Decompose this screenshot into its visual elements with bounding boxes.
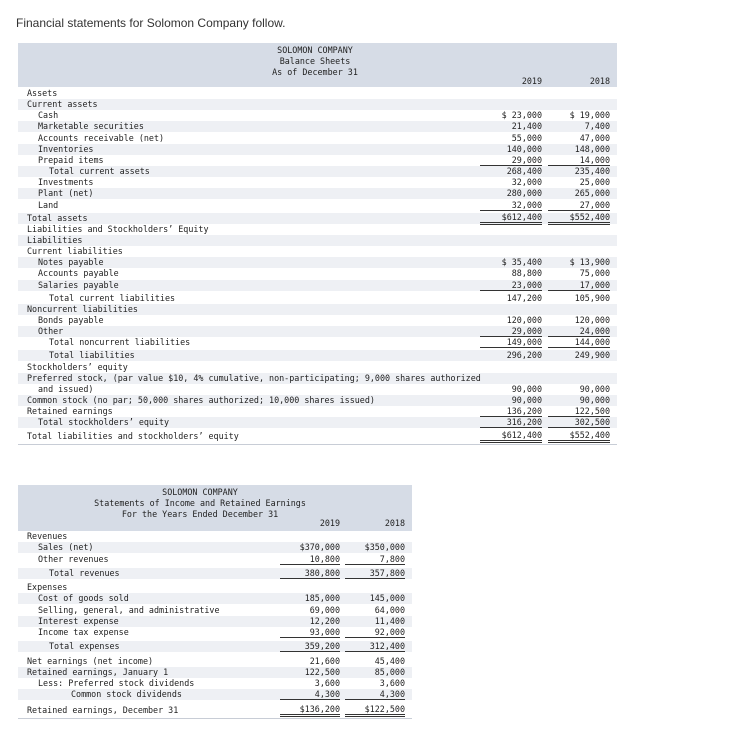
- income_statement-row: [18, 705, 412, 716]
- balance_sheet-row: [18, 88, 617, 99]
- balance_sheet-row-label: Other: [38, 326, 64, 337]
- balance_sheet-row-value-2018: 24,000: [548, 326, 610, 337]
- balance_sheet-title-line: Balance Sheets: [279, 56, 351, 66]
- income_statement-row-value-2019: 69,000: [309, 604, 340, 615]
- balance_sheet-row: [18, 246, 617, 257]
- balance_sheet-row-value-2019: 90,000: [511, 395, 542, 406]
- income_statement-row-label: Income tax expense: [38, 627, 129, 637]
- balance_sheet-row-value-2019: 23,000: [480, 280, 542, 291]
- income_statement-row: [18, 605, 412, 616]
- balance_sheet-row: [18, 417, 617, 428]
- balance_sheet-row-label: Cash: [38, 110, 59, 121]
- income_statement-row: [18, 542, 412, 553]
- balance_sheet-row-label: Total assets: [27, 212, 88, 223]
- balance_sheet-row: [18, 224, 617, 235]
- income_statement-row-label: Other revenues: [38, 553, 109, 564]
- income_statement-row: [18, 656, 412, 667]
- income_statement-title-line: Statements of Income and Retained Earnings: [94, 498, 306, 508]
- balance_sheet-row-label: Total liabilities and stockholders’ equity: [27, 430, 239, 441]
- income_statement-row-label: Interest expense: [38, 615, 119, 626]
- income_statement-row: [18, 689, 412, 700]
- balance_sheet-row-label: Total current liabilities: [49, 292, 176, 303]
- income_statement-row-value-2019: 359,200: [280, 641, 340, 652]
- balance_sheet-row-label: and issued): [38, 383, 94, 394]
- balance_sheet-row-value-2018: 47,000: [579, 132, 610, 143]
- income_statement-row-value-2019: 185,000: [304, 593, 340, 604]
- balance_sheet-row-value-2019: 268,400: [506, 166, 542, 177]
- income_statement-row-value-2018: 4,300: [345, 689, 405, 700]
- balance_sheet-row-label: Land: [38, 199, 59, 210]
- income_statement-row: [18, 554, 412, 565]
- income_statement-row-value-2018: 92,000: [345, 627, 405, 638]
- balance_sheet-row-value-2019: $612,400: [480, 431, 542, 443]
- balance_sheet-row-value-2018: 105,900: [574, 292, 610, 303]
- intro-text: Financial statements for Solomon Company follow.: [16, 16, 286, 30]
- balance_sheet-row-value-2018: 235,400: [574, 166, 610, 177]
- balance_sheet-row-value-2019: 29,000: [480, 326, 542, 337]
- balance_sheet-row-label: Current liabilities: [27, 246, 123, 257]
- balance_sheet-row: [18, 188, 617, 199]
- income_statement-row: [18, 616, 412, 627]
- balance_sheet-row-label: Salaries payable: [38, 279, 119, 290]
- income_statement-row-value-2019: $370,000: [299, 542, 340, 553]
- balance_sheet-row: [18, 235, 617, 246]
- balance_sheet-row-value-2019: $ 23,000: [501, 110, 542, 121]
- income_statement-row-label: Revenues: [27, 531, 68, 541]
- income_statement-row: [18, 678, 412, 689]
- income_statement-row-value-2019: 10,800: [280, 554, 340, 565]
- income_statement-row-label: Retained earnings, December 31: [27, 704, 179, 715]
- income_statement-row: [18, 568, 412, 579]
- balance_sheet-row-value-2018: 27,000: [548, 200, 610, 211]
- income_statement-row: [18, 531, 412, 542]
- income_statement-row-value-2018: $350,000: [364, 542, 405, 553]
- balance_sheet-row-label: Assets: [27, 88, 58, 98]
- income_statement-row-label: Selling, general, and administrative: [38, 604, 220, 615]
- balance_sheet-row-value-2018: 17,000: [548, 280, 610, 291]
- balance_sheet-row: [18, 155, 617, 166]
- balance_sheet-year-2019: 2019: [521, 76, 542, 86]
- balance_sheet-row-label: Plant (net): [38, 188, 94, 199]
- income_statement-year-2019: 2019: [319, 518, 340, 528]
- income_statement-row: [18, 667, 412, 678]
- balance_sheet-row: [18, 337, 617, 348]
- balance_sheet-row: [18, 257, 617, 268]
- balance_sheet-row-value-2018: 25,000: [579, 177, 610, 188]
- income_statement-row-value-2018: 3,600: [379, 678, 405, 688]
- balance_sheet-row: [18, 315, 617, 326]
- balance_sheet-row-value-2019: 280,000: [506, 188, 542, 199]
- income_statement-row-value-2018: 11,400: [374, 615, 405, 626]
- balance_sheet-row-value-2018: 7,400: [584, 121, 610, 132]
- balance_sheet-row-label: Retained earnings: [27, 406, 113, 417]
- balance_sheet-row-label: Investments: [38, 177, 94, 188]
- balance_sheet-row: [18, 406, 617, 417]
- balance_sheet-row: [18, 384, 617, 395]
- balance_sheet-row: [18, 133, 617, 144]
- income_statement-row-label: Sales (net): [38, 542, 94, 553]
- balance_sheet-row: [18, 431, 617, 442]
- balance_sheet-row-value-2018: 75,000: [579, 268, 610, 279]
- income_statement-row-value-2019: 3,600: [314, 678, 340, 688]
- balance_sheet-row: [18, 293, 617, 304]
- income_statement-title-line: SOLOMON COMPANY: [162, 487, 238, 497]
- balance_sheet-row-label: Total stockholders’ equity: [38, 417, 170, 428]
- income_statement-title-line: For the Years Ended December 31: [121, 509, 279, 519]
- income_statement-bottom-rule: [18, 718, 412, 719]
- balance_sheet-row-value-2018: 265,000: [574, 188, 610, 199]
- income_statement-row-value-2018: 85,000: [374, 666, 405, 677]
- balance_sheet-row-value-2018: 120,000: [574, 315, 610, 325]
- income_statement-row-value-2018: 312,400: [345, 641, 405, 652]
- balance_sheet-row-label: Prepaid items: [38, 154, 104, 165]
- income_statement-row-value-2018: 45,400: [374, 655, 405, 666]
- balance_sheet-row: [18, 268, 617, 279]
- income_statement-row-value-2018: 145,000: [369, 593, 405, 604]
- income_statement-row-value-2019: 122,500: [304, 666, 340, 677]
- balance_sheet-row-label: Liabilities: [27, 234, 83, 245]
- balance_sheet-row: [18, 144, 617, 155]
- balance_sheet-row-label: Total noncurrent liabilities: [49, 337, 191, 348]
- balance_sheet-row: [18, 121, 617, 132]
- balance_sheet-row-value-2019: 120,000: [506, 315, 542, 325]
- income_statement-row-value-2018: 64,000: [374, 604, 405, 615]
- balance_sheet-row-label: Liabilities and Stockholders’ Equity: [27, 223, 209, 234]
- balance_sheet-bottom-rule: [18, 444, 617, 445]
- balance_sheet-row-label: Noncurrent liabilities: [27, 303, 138, 314]
- balance_sheet-row: [18, 280, 617, 291]
- balance_sheet-row-label: Accounts payable: [38, 268, 119, 279]
- income_statement-row-label: Expenses: [27, 582, 68, 592]
- balance_sheet-row-value-2019: 296,200: [506, 350, 542, 361]
- balance_sheet-row-label: Stockholders’ equity: [27, 361, 128, 372]
- income_statement-row-label: Total expenses: [49, 641, 120, 652]
- balance_sheet-year-2018: 2018: [589, 76, 610, 86]
- income_statement-row-value-2019: 4,300: [280, 689, 340, 700]
- income_statement-row: [18, 582, 412, 593]
- income_statement-row-value-2018: 357,800: [345, 568, 405, 579]
- balance_sheet-row-value-2018: 90,000: [579, 395, 610, 406]
- balance_sheet-row-label: Total current assets: [49, 166, 150, 177]
- balance_sheet-row-value-2018: 144,000: [548, 337, 610, 348]
- balance_sheet-row-value-2019: 140,000: [506, 143, 542, 154]
- balance_sheet-row: [18, 373, 617, 384]
- income_statement-row: [18, 641, 412, 652]
- balance_sheet-row-value-2018: $552,400: [548, 431, 610, 443]
- income_statement-row-value-2018: $122,500: [345, 705, 405, 717]
- income_statement-year-2018: 2018: [384, 518, 405, 528]
- balance_sheet-row: [18, 350, 617, 361]
- income_statement-row-label: Net earnings (net income): [27, 655, 154, 666]
- balance_sheet-row: [18, 362, 617, 373]
- balance_sheet-row-value-2019: 88,800: [511, 268, 542, 279]
- balance_sheet-row: [18, 395, 617, 406]
- income_statement-row-value-2019: 21,600: [309, 655, 340, 666]
- balance_sheet-row-label: Bonds payable: [38, 315, 104, 325]
- balance_sheet-row-value-2019: $612,400: [480, 213, 542, 225]
- balance_sheet-row-value-2019: 32,000: [480, 200, 542, 211]
- balance_sheet-row-value-2018: 302,500: [548, 417, 610, 428]
- balance_sheet-row-value-2019: 147,200: [506, 292, 542, 303]
- income_statement-row-label: Common stock dividends: [71, 689, 182, 700]
- income_statement-row-label: Total revenues: [49, 567, 120, 578]
- balance_sheet-row: [18, 326, 617, 337]
- balance_sheet-row-label: Inventories: [38, 143, 94, 154]
- balance_sheet-row: [18, 166, 617, 177]
- balance_sheet-row-value-2018: $ 13,900: [569, 257, 610, 268]
- balance_sheet-row-value-2018: $ 19,000: [569, 110, 610, 121]
- balance_sheet-row-value-2019: 55,000: [511, 132, 542, 143]
- balance_sheet-row-value-2019: 90,000: [511, 383, 542, 394]
- balance_sheet-row-label: Current assets: [27, 99, 98, 110]
- balance_sheet-row-value-2018: 249,900: [574, 350, 610, 361]
- balance_sheet-title-line: As of December 31: [272, 67, 358, 77]
- balance_sheet-row: [18, 304, 617, 315]
- balance_sheet-row-value-2019: 316,200: [480, 417, 542, 428]
- income_statement-row-value-2018: 7,800: [345, 554, 405, 565]
- balance_sheet-row-value-2019: 149,000: [480, 337, 542, 348]
- balance_sheet-row-value-2018: 90,000: [579, 383, 610, 394]
- balance_sheet-row-value-2019: $ 35,400: [501, 257, 542, 268]
- income_statement-row-value-2019: 12,200: [309, 615, 340, 626]
- income_statement-row: [18, 593, 412, 604]
- income_statement-row: [18, 627, 412, 638]
- balance_sheet-title-line: SOLOMON COMPANY: [277, 45, 353, 55]
- balance_sheet-row-label: Accounts receivable (net): [38, 132, 165, 143]
- income_statement-row-label: Retained earnings, January 1: [27, 666, 169, 677]
- balance_sheet-row-label: Marketable securities: [38, 121, 144, 132]
- balance_sheet-row-label: Notes payable: [38, 257, 104, 268]
- balance_sheet-row-value-2018: 14,000: [548, 155, 610, 166]
- balance_sheet-row: [18, 110, 617, 121]
- income_statement-row-label: Less: Preferred stock dividends: [38, 678, 195, 688]
- balance_sheet-row-value-2019: 29,000: [480, 155, 542, 166]
- income_statement-row-value-2019: $136,200: [280, 705, 340, 717]
- balance_sheet-row-label: Preferred stock, (par value $10, 4% cumulative, non-participating; 9,000 shares authorized: [27, 372, 481, 383]
- income_statement-row-label: Cost of goods sold: [38, 593, 129, 604]
- balance_sheet-row-label: Common stock (no par; 50,000 shares authorized; 10,000 shares issued): [27, 395, 375, 406]
- balance_sheet-row-value-2019: 21,400: [511, 121, 542, 132]
- balance_sheet-row: [18, 177, 617, 188]
- balance_sheet-row-value-2018: 148,000: [574, 143, 610, 154]
- balance_sheet-row-value-2018: 122,500: [548, 406, 610, 417]
- balance_sheet-row-value-2019: 32,000: [511, 177, 542, 188]
- balance_sheet-row: [18, 99, 617, 110]
- balance_sheet-row-value-2019: 136,200: [480, 406, 542, 417]
- income_statement-row-value-2019: 380,800: [280, 568, 340, 579]
- balance_sheet-row-label: Total liabilities: [49, 350, 135, 361]
- balance_sheet-row: [18, 200, 617, 211]
- income_statement-row-value-2019: 93,000: [280, 627, 340, 638]
- balance_sheet-row-value-2018: $552,400: [548, 213, 610, 225]
- balance_sheet-row: [18, 213, 617, 224]
